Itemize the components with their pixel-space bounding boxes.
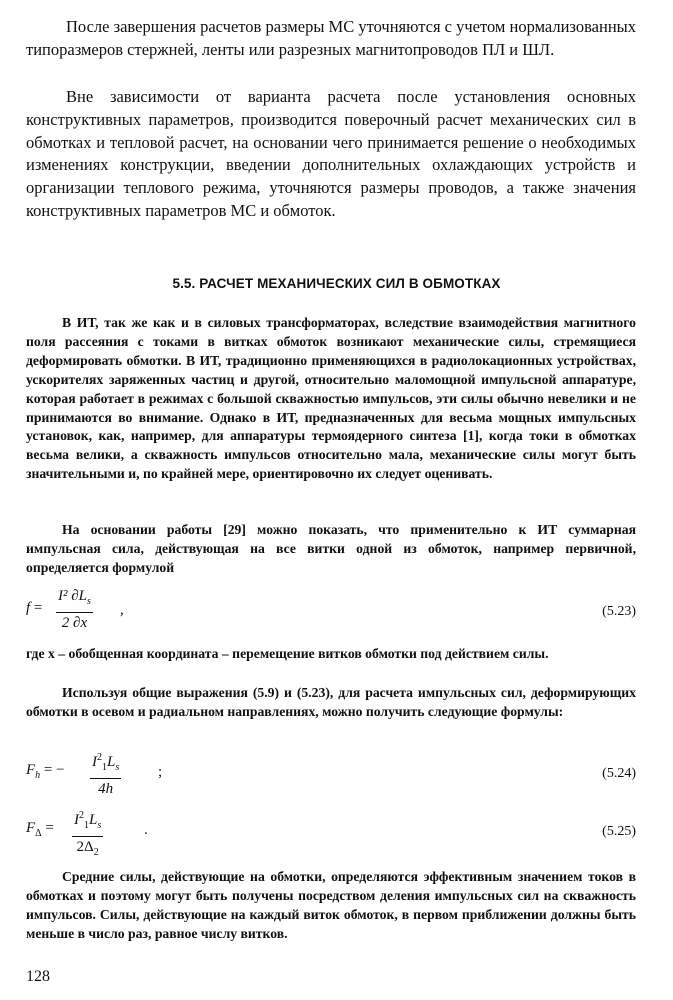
intro-paragraph-2: Вне зависимости от варианта расчета после установления основных конструктивных параметров, производится поверочный расчет механических сил в обмотках и тепловой расчет, на основании чего принимается решение о необходимых изменениях конструкции, введении дополнительных охлаждающих устройств и организации теплового режима, уточняются размеры проводов, а также значения конструктивных параметров МС и обмоток. bbox=[26, 87, 636, 220]
page-number: 128 bbox=[26, 968, 50, 985]
eq1-lhs: f bbox=[26, 600, 31, 616]
eq3-fraction: $\frac{I^2_1L_s}{2\Delta_2}$ bbox=[72, 806, 103, 863]
eq1-fraction: $\frac{I^2 \partial L_s}{2 \partial x}$ bbox=[58, 588, 91, 631]
section-paragraph-2: На основании работы [29] можно показать, что применительно к ИТ суммарная импульсная сила, действующая на все витки одной из обмоток, например первичной, определяется формулой bbox=[26, 522, 636, 575]
equation-5-23: f = $\frac{I^2 \partial L_s}{2 \partial x}$ , (5.23) bbox=[26, 588, 636, 631]
section-paragraph-3: где x – обобщенная координата – перемещение витков обмотки под действием силы. bbox=[26, 646, 549, 661]
section-paragraph-5: Средние силы, действующие на обмотки, определяются эффективным значением токов в обмотках и поэтому могут быть получены посредством деления импульсных сил на скважность импульсов. Силы, действующие на каждый виток обмоток, в первом приближении должны быть меньше в число раз, равное числу витков. bbox=[26, 869, 636, 941]
equation-5-24: $F_h$ = − $\frac{I^2_1L_s}{4h}$ ; (5.24) bbox=[26, 748, 636, 798]
section-paragraph-4: Используя общие выражения (5.9) и (5.23), для расчета импульсных сил, деформирующих обмотки в осевом и радиальном направлениях, можно получить следующие формулы: bbox=[26, 685, 636, 719]
equation-5-25: $F_\Delta$ = $\frac{I^2_1L_s}{2\Delta_2}$ . (5.25) bbox=[26, 806, 636, 856]
section-heading: 5.5. РАСЧЕТ МЕХАНИЧЕСКИХ СИЛ В ОБМОТКАХ bbox=[172, 276, 501, 291]
intro-paragraph-1: После завершения расчетов размеры МС уточняются с учетом нормализованных типоразмеров стержней, ленты или разрезных магнитопроводов ПЛ и ШЛ. bbox=[26, 17, 636, 59]
equation-number-5-25: (5.25) bbox=[602, 824, 636, 839]
section-paragraph-1: В ИТ, так же как и в силовых трансформаторах, вследствие взаимодействия магнитного поля рассеяния с токами в витках обмоток возникают механические силы, стремящиеся деформировать обмотки. В ИТ, традиционно применяющихся в радиолокационных устройствах, ускорителях заряженных частиц и другой, относительно маломощной импульсной аппаратуре, которая работает в режимах с большой скважностью импульсов, эти силы обычно невелики и не принимаются во внимание. Однако в ИТ, предназначенных для весьма мощных импульсных установок, как, например, для аппаратуры термоядерного синтеза [1], когда токи в обмотках весьма велики, а скважность импульсов относительно мала, механические силы могут быть значительными и, по крайней мере, ориентировочно их следует оценивать. bbox=[26, 315, 636, 482]
equation-number-5-24: (5.24) bbox=[602, 766, 636, 781]
equation-number-5-23: (5.23) bbox=[602, 604, 636, 619]
eq2-fraction: $\frac{I^2_1L_s}{4h}$ bbox=[90, 748, 121, 799]
